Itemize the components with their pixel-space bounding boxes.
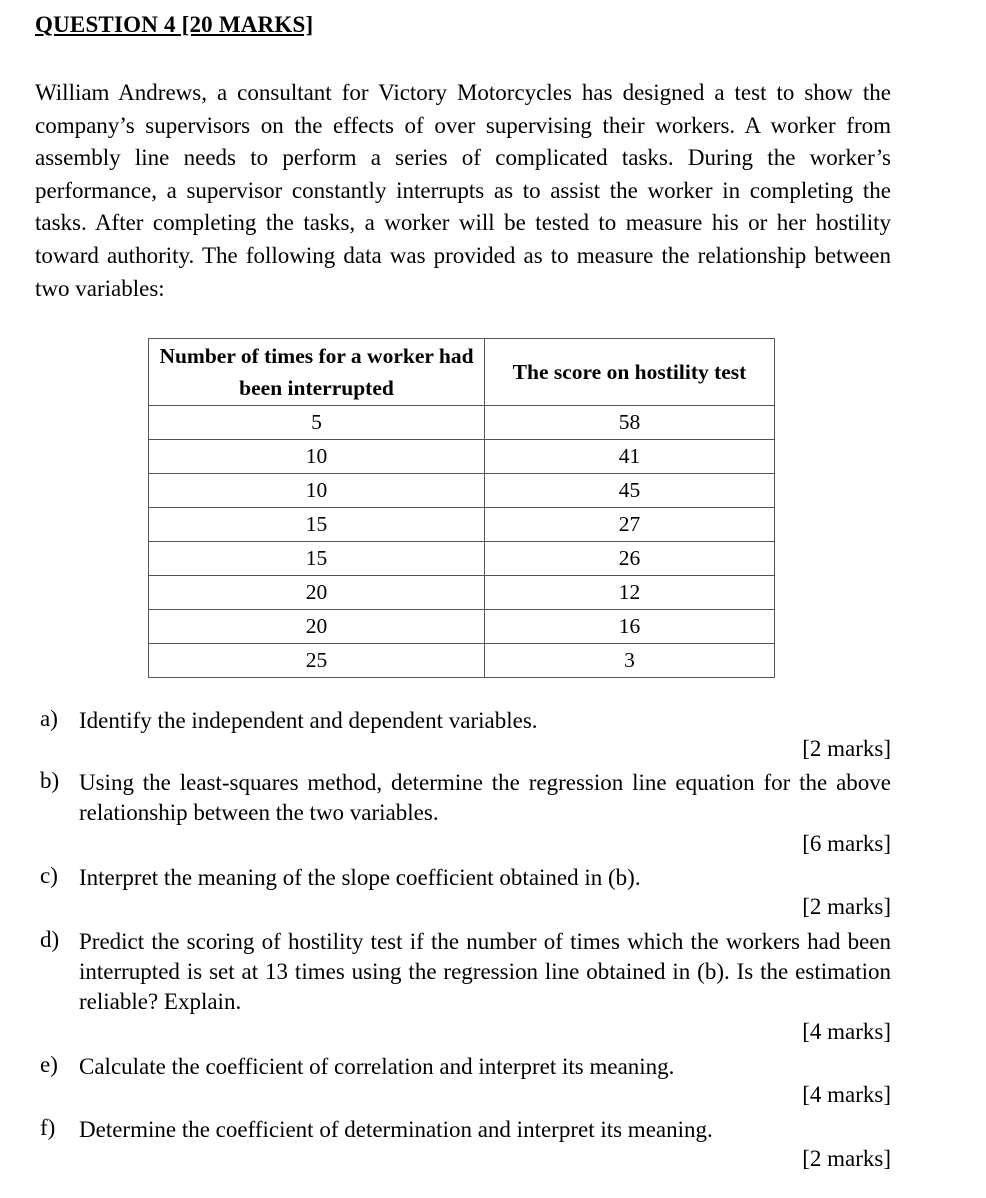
question-label: b) xyxy=(40,768,60,793)
table-row xyxy=(149,542,775,576)
cell-interruptions: 25 xyxy=(149,644,485,678)
marks-d: [4 marks] xyxy=(802,1019,891,1044)
question-label: d) xyxy=(40,927,60,952)
cell-interruptions: 10 xyxy=(149,474,485,508)
data-table xyxy=(148,338,775,678)
question-label: f) xyxy=(40,1115,56,1140)
cell-interruptions: 20 xyxy=(149,610,485,644)
cell-score: 16 xyxy=(485,610,775,644)
table-row xyxy=(149,406,775,440)
cell-interruptions: 15 xyxy=(149,508,485,542)
cell-score: 41 xyxy=(485,440,775,474)
marks-b: [6 marks] xyxy=(802,831,891,856)
marks-c: [2 marks] xyxy=(802,894,891,919)
cell-interruptions: 5 xyxy=(149,406,485,440)
question-heading: QUESTION 4 [20 MARKS] xyxy=(35,12,314,37)
cell-score: 12 xyxy=(485,576,775,610)
question-text: Interpret the meaning of the slope coefficient obtained in (b). xyxy=(79,865,641,890)
header-interruptions: Number of times for a worker had been interrupted xyxy=(149,339,485,406)
question-text: Using the least-squares method, determine the regression line equation for the above relationship between the two variables. xyxy=(79,770,891,825)
table-row xyxy=(149,576,775,610)
question-label: c) xyxy=(40,863,58,888)
cell-interruptions: 10 xyxy=(149,440,485,474)
table-row xyxy=(149,644,775,678)
header-hostility-score: The score on hostility test xyxy=(485,339,775,406)
cell-score: 27 xyxy=(485,508,775,542)
cell-score: 58 xyxy=(485,406,775,440)
marks-a: [2 marks] xyxy=(802,736,891,761)
question-text: Determine the coefficient of determination and interpret its meaning. xyxy=(79,1117,713,1142)
question-text: Calculate the coefficient of correlation and interpret its meaning. xyxy=(79,1054,675,1079)
table-row xyxy=(149,474,775,508)
table-header-row xyxy=(149,339,775,406)
cell-score: 26 xyxy=(485,542,775,576)
question-text: Identify the independent and dependent variables. xyxy=(79,708,538,733)
cell-interruptions: 15 xyxy=(149,542,485,576)
question-text: Predict the scoring of hostility test if the number of times which the workers had been interrupted is set at 13 times using the regression line obtained in (b). Is the estimation reliable? Explain. xyxy=(79,929,891,1014)
intro-paragraph: William Andrews, a consultant for Victory Motorcycles has designed a test to show the company’s supervisors on the effects of over supervising their workers. A worker from assembly line needs to perform a series of complicated tasks. During the worker’s performance, a supervisor constantly interrupts as to assist the worker in completing the tasks. After completing the tasks, a worker will be tested to measure his or her hostility toward authority. The following data was provided as to measure the relationship between two variables: xyxy=(35,80,891,301)
table-row xyxy=(149,508,775,542)
cell-interruptions: 20 xyxy=(149,576,485,610)
cell-score: 45 xyxy=(485,474,775,508)
question-label: e) xyxy=(40,1052,58,1077)
cell-score: 3 xyxy=(485,644,775,678)
marks-f: [2 marks] xyxy=(802,1146,891,1171)
marks-e: [4 marks] xyxy=(802,1082,891,1107)
table-row xyxy=(149,610,775,644)
question-label: a) xyxy=(40,706,58,731)
table-row xyxy=(149,440,775,474)
